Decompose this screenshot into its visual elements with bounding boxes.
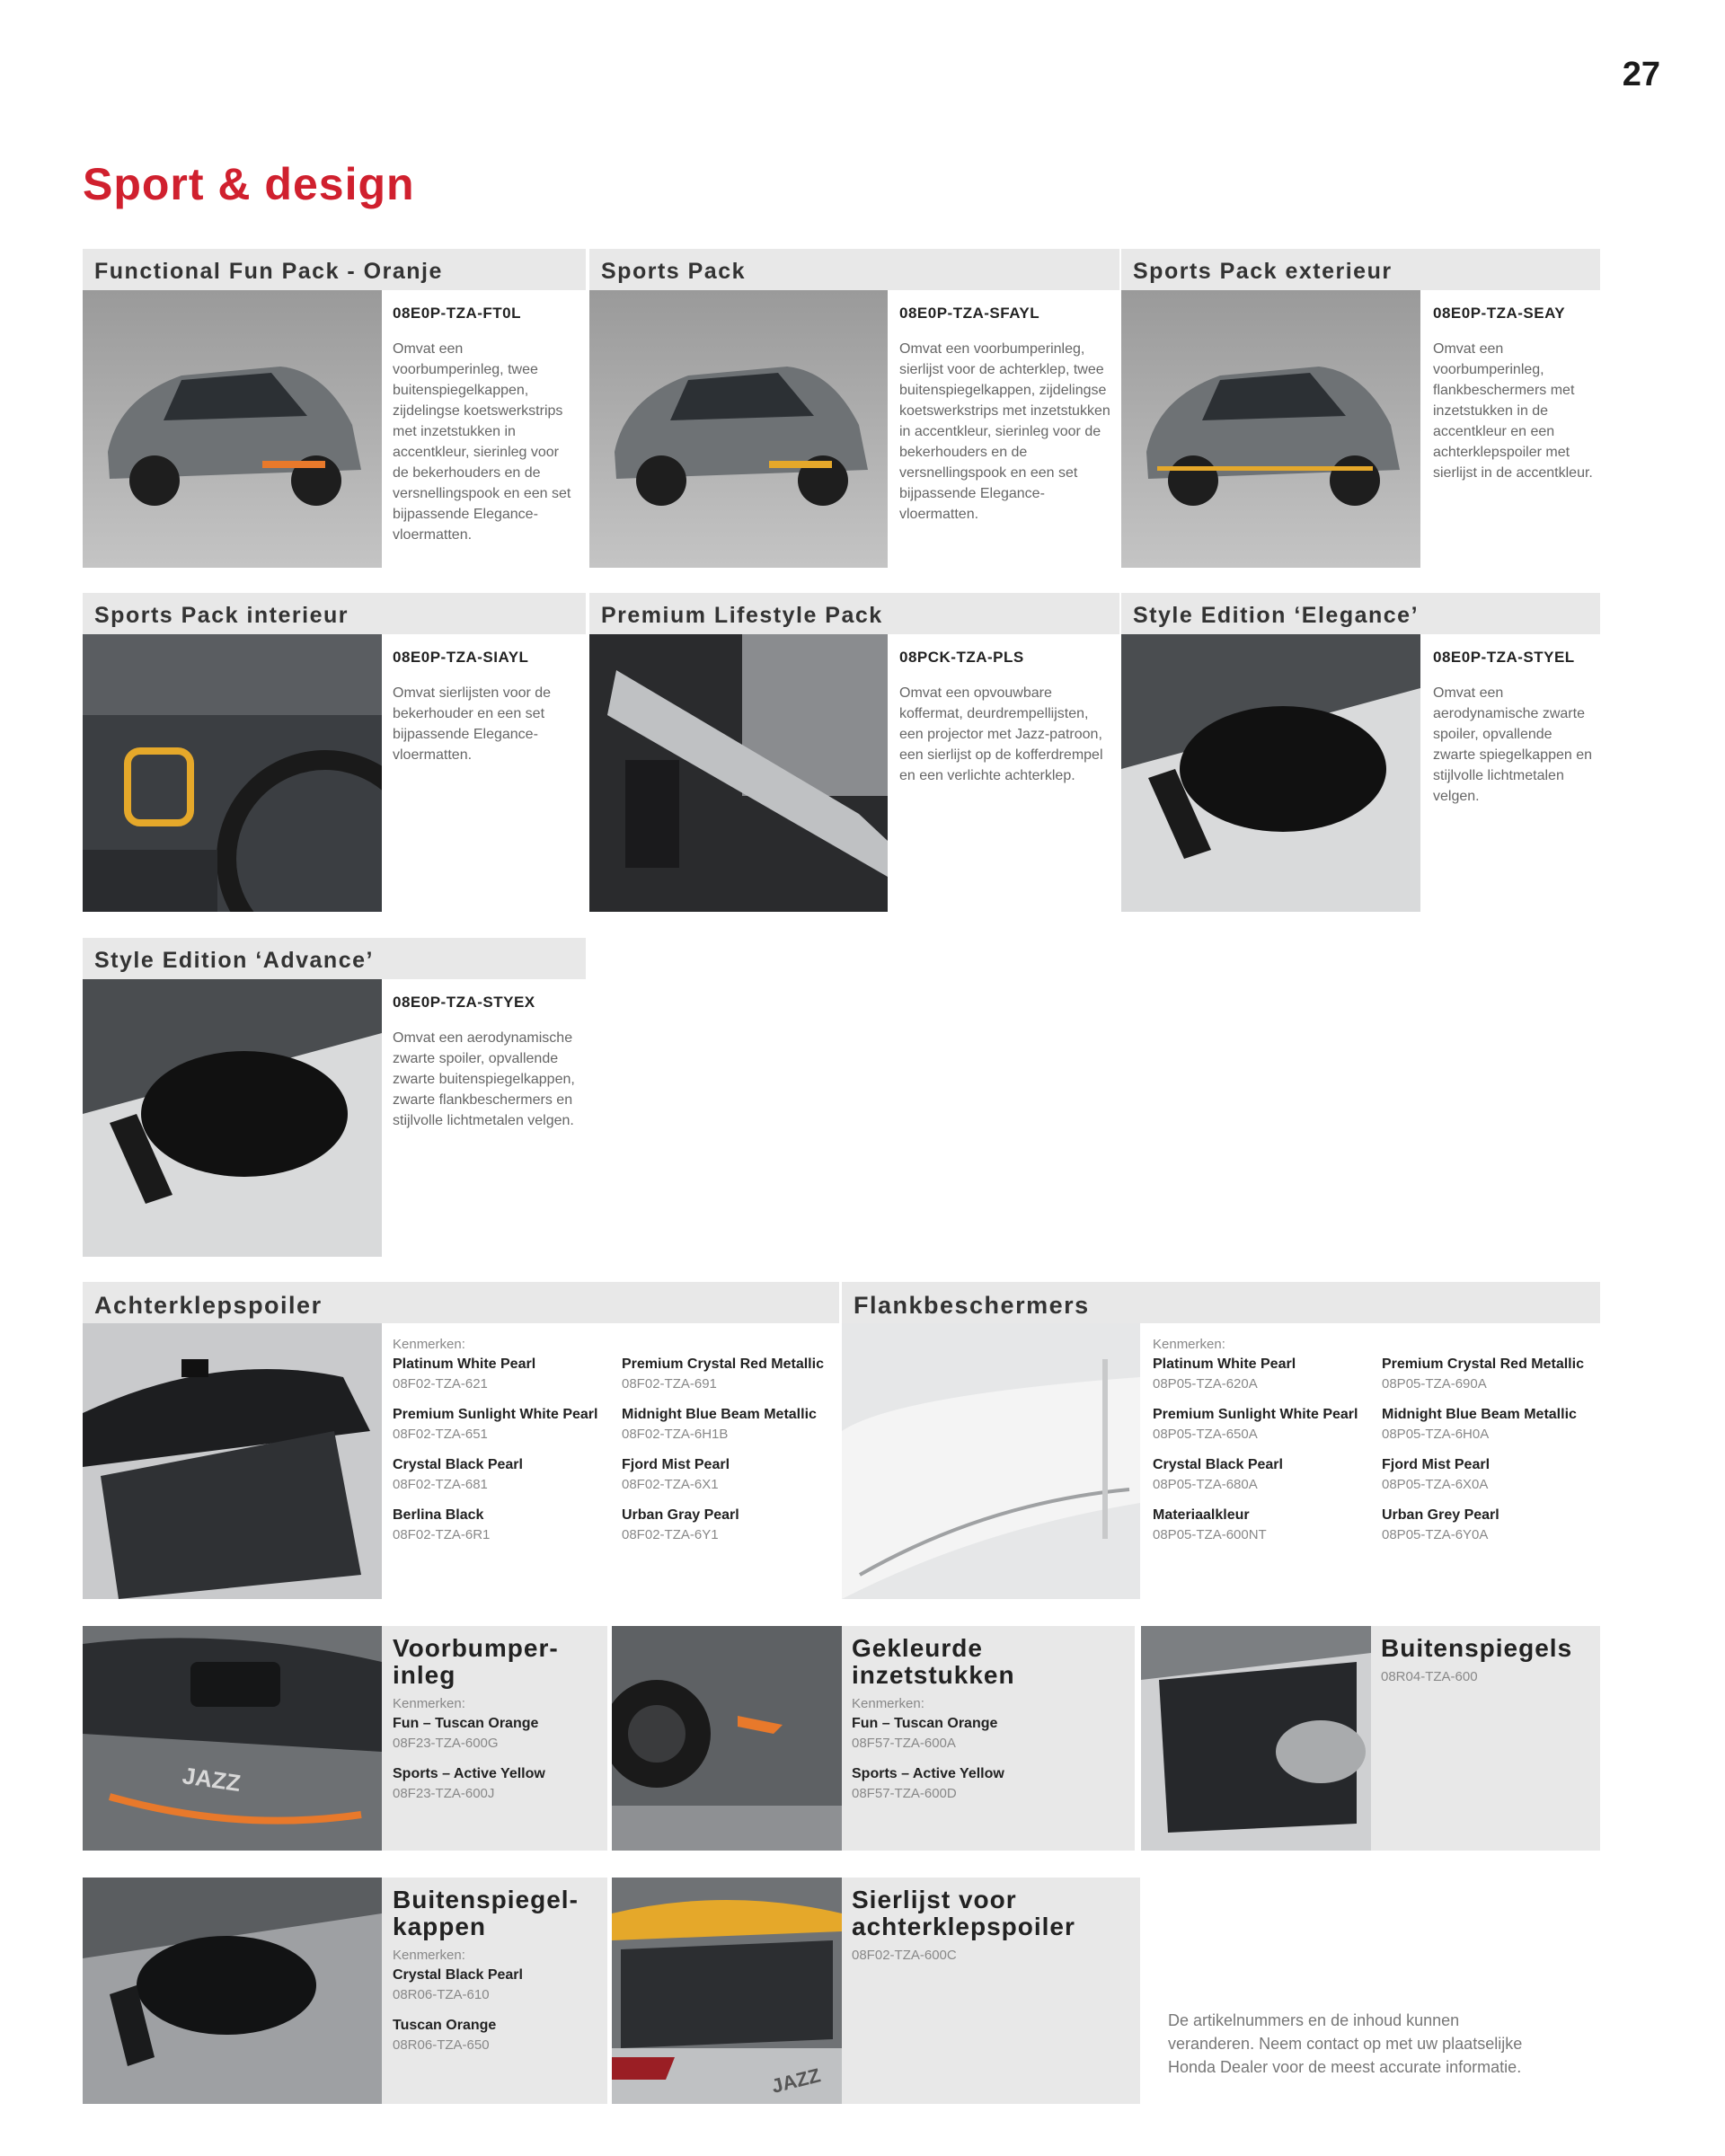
part-number: 08F02-TZA-691 — [622, 1376, 717, 1392]
part-number: 08F02-TZA-651 — [393, 1427, 488, 1442]
color-name: Fun – Tuscan Orange — [393, 1716, 539, 1731]
svg-text:JAZZ: JAZZ — [769, 2063, 823, 2098]
color-name: Fjord Mist Pearl — [1382, 1457, 1491, 1472]
pack-description: Omvat een opvouwbare koffermat, deurdrempellijsten, een projector met Jazz-patroon, een sierlijst op de kofferdrempel en een verlichte achterklep. — [899, 685, 1103, 783]
sierlijst-title: Sierlijst voor achterklepspoiler — [852, 1886, 1075, 1940]
part-number: 08F23-TZA-600G — [393, 1736, 499, 1751]
pack-code: 08PCK-TZA-PLS — [899, 649, 1024, 666]
rear-trim-photo — [612, 1878, 842, 2104]
voorbumper-list — [393, 1694, 599, 1815]
part-number: 08P05-TZA-680A — [1153, 1477, 1258, 1492]
door-sill-photo — [589, 634, 888, 912]
pack-code: 08E0P-TZA-SEAY — [1433, 305, 1566, 322]
page-title: Sport & design — [83, 159, 415, 209]
color-name: Sports – Active Yellow — [852, 1766, 1004, 1781]
color-name: Fjord Mist Pearl — [622, 1457, 730, 1472]
pack-code: 08E0P-TZA-SFAYL — [899, 305, 1040, 322]
features-label: Kenmerken: — [393, 1337, 465, 1352]
pack-description: Omvat een voorbumperinleg, twee buitenspiegelkappen, zijdelingse koetswerkstrips met inzetstukken in accentkleur, sierinleg voor de bekerhouders en de versnellingspook en een set bijpassende Elegance-vloermatten. — [393, 341, 571, 543]
gekleurde-list — [852, 1694, 1121, 1815]
part-number: 08F02-TZA-6R1 — [393, 1527, 491, 1542]
pack-title-sports-interieur: Sports Pack interieur — [83, 593, 586, 634]
svg-text:JAZZ: JAZZ — [181, 1762, 243, 1797]
pack-code: 08E0P-TZA-FT0L — [393, 305, 522, 322]
buitenspiegels-title: Buitenspiegels — [1381, 1634, 1573, 1662]
side-mirror-photo — [1141, 1626, 1371, 1851]
part-number: 08R04-TZA-600 — [1381, 1669, 1478, 1684]
flankbeschermers-colors-col1 — [1153, 1335, 1373, 1556]
part-number: 08P05-TZA-6H0A — [1382, 1427, 1490, 1442]
colored-insert-photo — [612, 1626, 842, 1851]
black-mirror-advance-photo — [83, 979, 382, 1257]
spiegelkappen-list — [393, 1946, 599, 2066]
pack-desc-functional-fun — [393, 303, 577, 545]
part-number: 08P05-TZA-600NT — [1153, 1527, 1267, 1542]
pack-desc-style-advance — [393, 992, 577, 1131]
part-number: 08P05-TZA-650A — [1153, 1427, 1258, 1442]
pack-description: Omvat een voorbumperinleg, flankbeschermers met inzetstukken in de accentkleur en een achterklepspoiler met sierlijst in de accentkleur. — [1433, 341, 1593, 481]
achterklepspoiler-colors-col2 — [622, 1355, 833, 1556]
part-number: 08F02-TZA-681 — [393, 1477, 488, 1492]
disclaimer-note: De artikelnummers en de inhoud kunnen veranderen. Neem contact op met uw plaatselijke Honda Dealer voor de meest accurate informatie. — [1168, 2011, 1523, 2076]
front-bumper-photo — [83, 1626, 382, 1851]
part-number: 08F23-TZA-600J — [393, 1786, 495, 1801]
features-label: Kenmerken: — [393, 1948, 465, 1963]
pack-description: Omvat een voorbumperinleg, sierlijst voor de achterklep, twee buitenspiegelkappen, zijdelingse koetswerkstrips met inzetstukken in accentkleur, sierinleg voor de bekerhouders en de versnellingspook en een set bijpassende Elegance-vloermatten. — [899, 341, 1110, 522]
gekleurde-title: Gekleurde inzetstukken — [852, 1634, 1015, 1689]
part-number: 08F02-TZA-6Y1 — [622, 1527, 719, 1542]
pack-title-sports-exterieur: Sports Pack exterieur — [1121, 249, 1600, 290]
buitenspiegels-list — [1381, 1667, 1597, 1698]
car-grey-orange-photo — [83, 290, 382, 568]
color-name: Midnight Blue Beam Metallic — [622, 1407, 817, 1422]
spiegelkappen-title: Buitenspiegel-kappen — [393, 1886, 579, 1940]
achterklepspoiler-colors-col1 — [393, 1335, 613, 1556]
pack-title-style-advance: Style Edition ‘Advance’ — [83, 938, 586, 979]
pack-title-premium-lifestyle: Premium Lifestyle Pack — [589, 593, 1119, 634]
part-number: 08P05-TZA-690A — [1382, 1376, 1487, 1392]
black-mirror-photo — [1121, 634, 1420, 912]
color-name: Urban Gray Pearl — [622, 1507, 739, 1523]
color-name: Platinum White Pearl — [393, 1356, 536, 1372]
color-name: Tuscan Orange — [393, 2018, 497, 2033]
features-label: Kenmerken: — [1153, 1337, 1225, 1352]
features-label: Kenmerken: — [852, 1696, 924, 1711]
interior-dashboard-photo — [83, 634, 382, 912]
pack-description: Omvat sierlijsten voor de bekerhouder en een set bijpassende Elegance-vloermatten. — [393, 685, 552, 763]
color-name: Crystal Black Pearl — [393, 1457, 523, 1472]
car-grey-yellow-exterior-photo — [1121, 290, 1420, 568]
page-number: 27 — [1622, 56, 1660, 93]
pack-desc-sports-exterieur — [1433, 303, 1595, 483]
pack-desc-sports-pack — [899, 303, 1110, 525]
pack-title-sports-pack: Sports Pack — [589, 249, 1119, 290]
flankbeschermers-colors-col2 — [1382, 1355, 1597, 1556]
part-number: 08R06-TZA-610 — [393, 1987, 490, 2002]
color-name: Berlina Black — [393, 1507, 484, 1523]
car-grey-yellow-photo — [589, 290, 888, 568]
features-label: Kenmerken: — [393, 1696, 465, 1711]
section-title-achterklepspoiler: Achterklepspoiler — [83, 1282, 839, 1323]
color-name: Premium Sunlight White Pearl — [1153, 1407, 1358, 1422]
pack-code: 08E0P-TZA-STYEX — [393, 994, 535, 1011]
part-number: 08P05-TZA-6X0A — [1382, 1477, 1489, 1492]
part-number: 08P05-TZA-620A — [1153, 1376, 1258, 1392]
part-number: 08F02-TZA-6X1 — [622, 1477, 719, 1492]
sierlijst-list — [852, 1946, 1121, 1976]
part-number: 08F57-TZA-600A — [852, 1736, 956, 1751]
pack-desc-premium-lifestyle — [899, 647, 1110, 786]
color-name: Platinum White Pearl — [1153, 1356, 1296, 1372]
mirror-cap-photo — [83, 1878, 382, 2104]
rear-spoiler-photo — [83, 1323, 382, 1599]
side-protector-photo — [842, 1323, 1140, 1599]
pack-title-style-elegance: Style Edition ‘Elegance’ — [1121, 593, 1600, 634]
voorbumper-title: Voorbumper-inleg — [393, 1634, 559, 1689]
part-number: 08P05-TZA-6Y0A — [1382, 1527, 1489, 1542]
part-number: 08F57-TZA-600D — [852, 1786, 957, 1801]
part-number: 08R06-TZA-650 — [393, 2037, 490, 2053]
pack-code: 08E0P-TZA-STYEL — [1433, 649, 1575, 666]
color-name: Premium Crystal Red Metallic — [1382, 1356, 1584, 1372]
part-number: 08F02-TZA-6H1B — [622, 1427, 729, 1442]
pack-description: Omvat een aerodynamische zwarte spoiler, opvallende zwarte buitenspiegelkappen, zwarte flankbeschermers en stijlvolle lichtmetalen velgen. — [393, 1030, 575, 1128]
color-name: Midnight Blue Beam Metallic — [1382, 1407, 1577, 1422]
section-title-flankbeschermers: Flankbeschermers — [842, 1282, 1600, 1323]
part-number: 08F02-TZA-621 — [393, 1376, 488, 1392]
color-name: Crystal Black Pearl — [1153, 1457, 1283, 1472]
pack-desc-style-elegance — [1433, 647, 1595, 807]
color-name: Sports – Active Yellow — [393, 1766, 545, 1781]
pack-desc-sports-interieur — [393, 647, 577, 765]
pack-description: Omvat een aerodynamische zwarte spoiler, opvallende zwarte spiegelkappen en stijlvolle lichtmetalen velgen. — [1433, 685, 1593, 804]
color-name: Fun – Tuscan Orange — [852, 1716, 998, 1731]
color-name: Crystal Black Pearl — [393, 1967, 523, 1983]
part-number: 08F02-TZA-600C — [852, 1948, 957, 1963]
color-name: Premium Sunlight White Pearl — [393, 1407, 598, 1422]
color-name: Materiaalkleur — [1153, 1507, 1250, 1523]
pack-title-functional-fun: Functional Fun Pack - Oranje — [83, 249, 586, 290]
pack-code: 08E0P-TZA-SIAYL — [393, 649, 529, 666]
color-name: Premium Crystal Red Metallic — [622, 1356, 824, 1372]
color-name: Urban Grey Pearl — [1382, 1507, 1499, 1523]
